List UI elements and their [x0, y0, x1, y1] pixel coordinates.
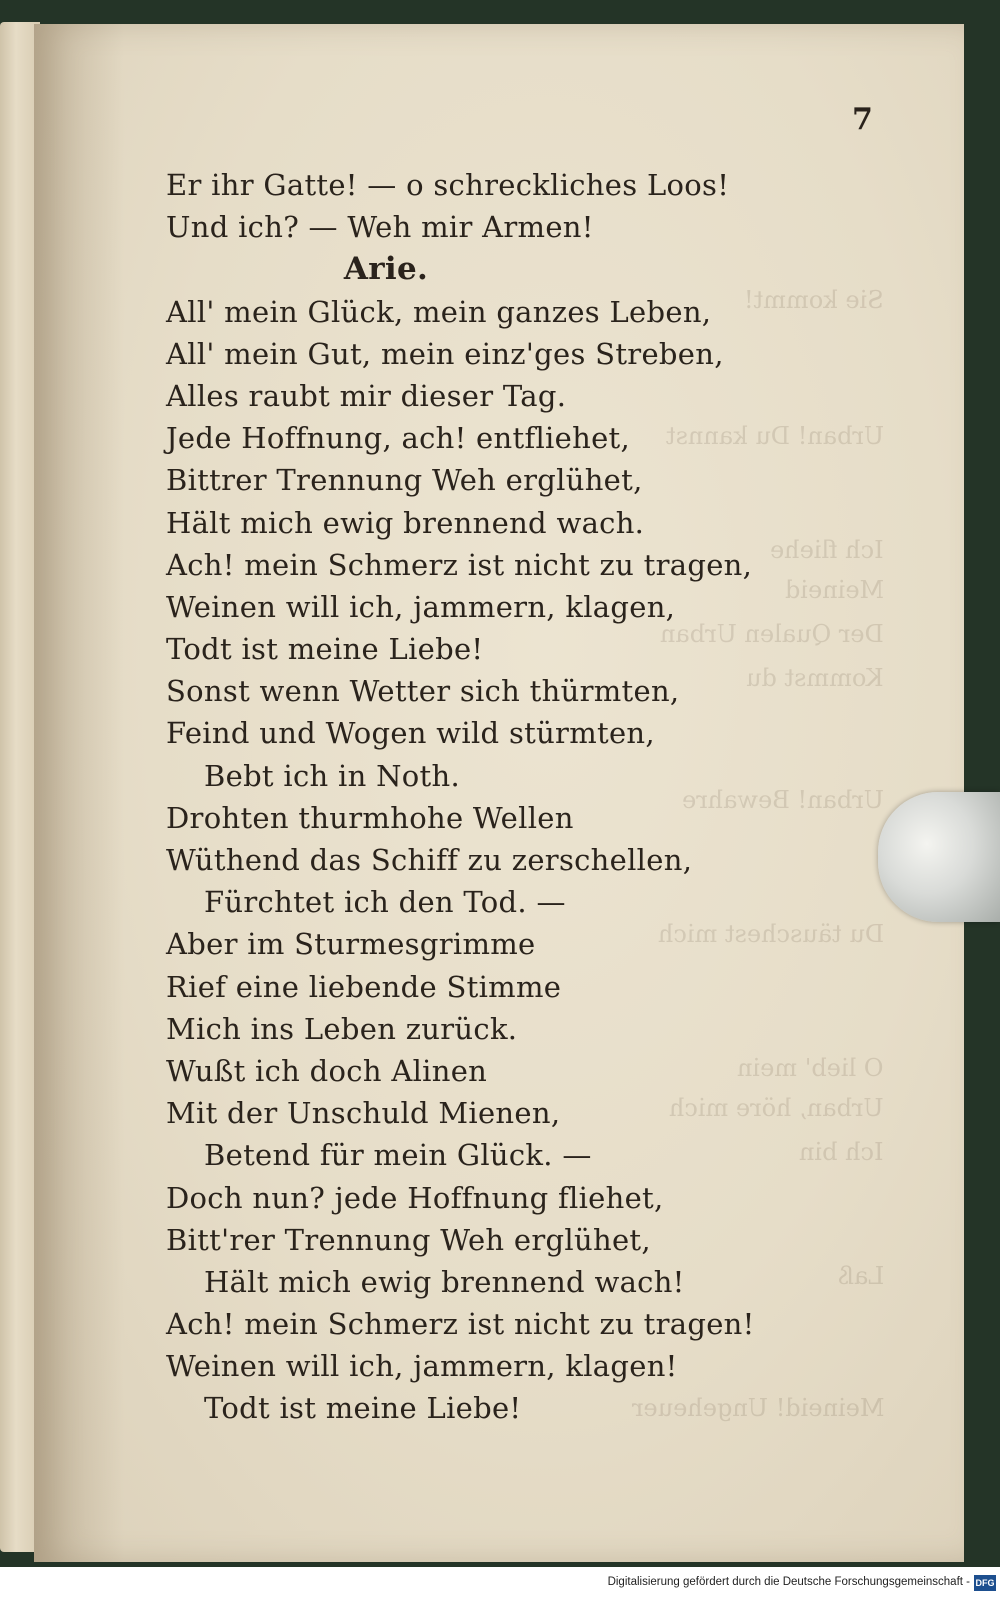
text-line: Feind und Wogen wild stürmten, [166, 716, 655, 751]
bleed-through-text: Der Qualen Urban [660, 620, 884, 648]
text-line: Doch nun? jede Hoffnung fliehet, [166, 1180, 664, 1215]
text-line: Und ich? — Weh mir Armen! [166, 210, 594, 245]
text-line: Hält mich ewig brennend wach! [204, 1264, 685, 1299]
text-line: Ach! mein Schmerz ist nicht zu tragen! [166, 1307, 755, 1342]
section-heading: Arie. [343, 251, 429, 288]
gutter-shadow [34, 24, 124, 1562]
text-line: Bebt ich in Noth. [204, 758, 460, 793]
text-line: Bitt'rer Trennung Weh erglühet, [166, 1222, 651, 1257]
text-line: Wußt ich doch Alinen [166, 1053, 488, 1088]
text-line: Hält mich ewig brennend wach. [166, 505, 645, 540]
bleed-through-text: Urban! Du kannst [665, 422, 884, 450]
footer-bar [0, 1567, 1000, 1601]
page-number: 7 [852, 102, 873, 137]
text-line: Bittrer Trennung Weh erglühet, [166, 463, 643, 498]
text-line: Fürchtet ich den Tod. — [204, 885, 566, 920]
aria-text [166, 164, 846, 1430]
text-line: Ach! mein Schmerz ist nicht zu tragen, [166, 547, 753, 582]
bleed-through-text: Laß [837, 1262, 884, 1290]
text-line: All' mein Gut, mein einz'ges Streben, [166, 336, 724, 371]
bleed-through-text: Urban! Bewahre [682, 786, 884, 814]
text-line: Mich ins Leben zurück. [166, 1011, 518, 1046]
bleed-through-text: Ich fliehe [770, 536, 884, 564]
right-page [34, 24, 964, 1562]
dfg-logo-icon: DFG [974, 1575, 996, 1591]
bleed-through-text: Urban, höre mich [669, 1094, 884, 1122]
text-line: Er ihr Gatte! — o schreckliches Loos! [166, 168, 730, 202]
text-line: Sonst wenn Wetter sich thürmten, [166, 674, 680, 709]
text-line: Jede Hoffnung, ach! entfliehet, [166, 421, 631, 456]
bleed-through-text: Sie kommt! [744, 286, 884, 314]
text-line: Drohten thurmhohe Wellen [166, 800, 574, 835]
text-line: Weinen will ich, jammern, klagen, [166, 589, 676, 624]
bleed-through-text: Kommst du [746, 664, 884, 692]
bleed-through-text: Meineid! Ungeheuer [631, 1394, 884, 1422]
bleed-through-text: Meineid [784, 576, 884, 604]
bleed-through-text: Du täuschest mich [657, 920, 884, 948]
text-line: All' mein Glück, mein ganzes Leben, [166, 294, 712, 329]
text-line: Weinen will ich, jammern, klagen! [166, 1349, 678, 1384]
text-line: Betend für mein Glück. — [204, 1138, 592, 1173]
text-line: Todt ist meine Liebe! [166, 632, 484, 667]
text-line: Alles raubt mir dieser Tag. [166, 378, 567, 413]
text-line: Aber im Sturmesgrimme [166, 927, 536, 962]
bleed-through-text: O lieb' mein [737, 1054, 884, 1082]
text-line: Rief eine liebende Stimme [166, 969, 562, 1004]
text-line: Mit der Unschuld Mienen, [166, 1096, 561, 1131]
funding-credit: Digitalisierung gefördert durch die Deutsche Forschungsgemeinschaft - [607, 1576, 970, 1588]
page-clip [878, 792, 1000, 922]
text-line: Todt ist meine Liebe! [204, 1391, 522, 1426]
bleed-through-text: Ich bin [799, 1138, 884, 1166]
text-line: Wüthend das Schiff zu zerschellen, [166, 843, 693, 877]
